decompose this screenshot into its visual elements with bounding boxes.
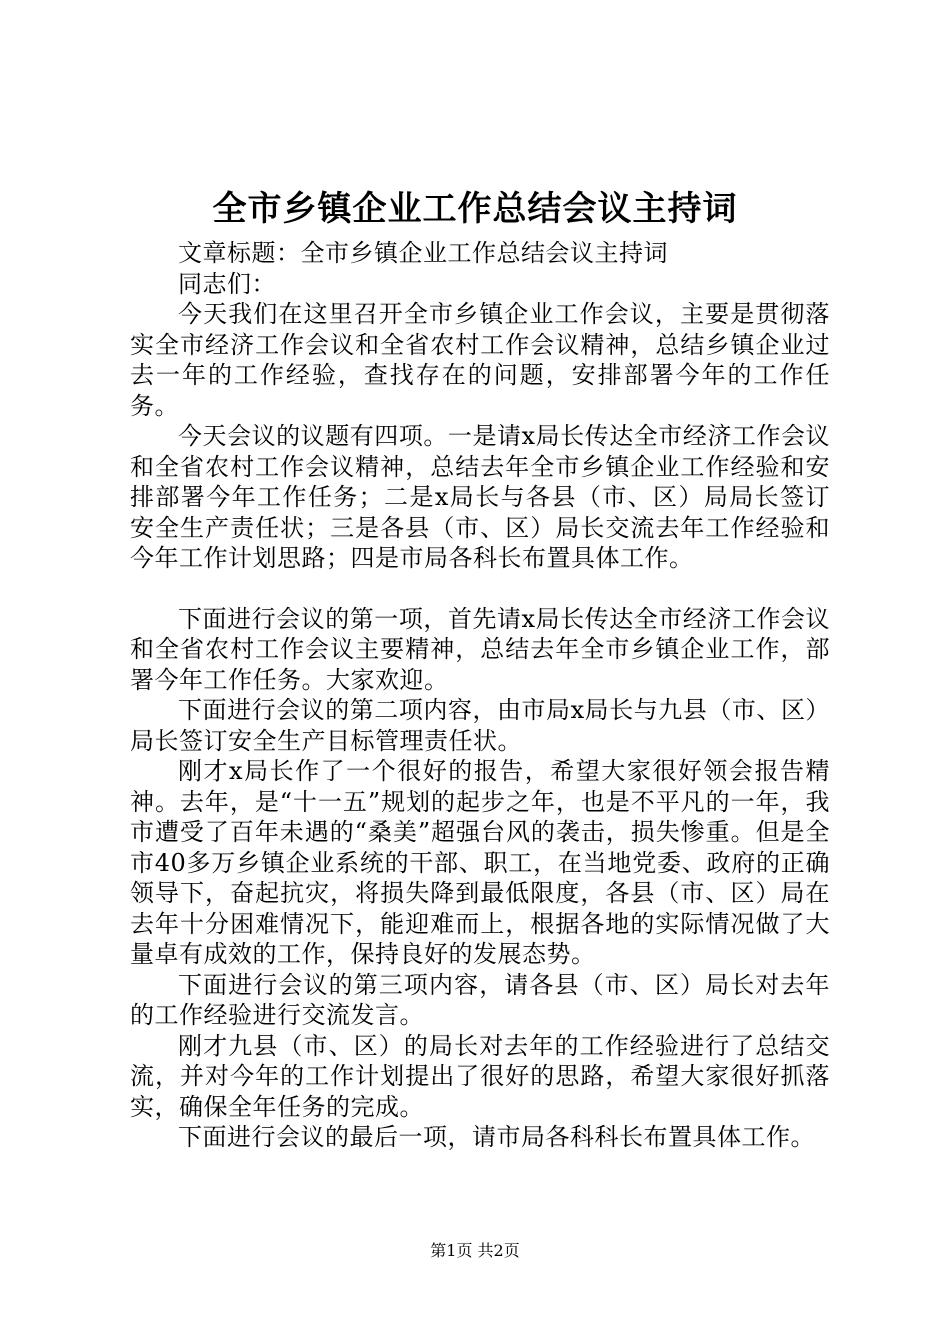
paragraph-item-one: 下面进行会议的第一项，首先请x局长传达全市经济工作会议和全省农村工作会议主要精神，总结去年全市乡镇企业工作，部署今年工作任务。大家欢迎。 <box>130 604 830 694</box>
paragraph-review: 刚才x局长作了一个很好的报告，希望大家很好领会报告精神。去年，是“十一五”规划的起步之年，也是不平凡的一年，我市遭受了百年未遇的“桑美”超强台风的袭击，损失惨重。但是全市40多万乡镇企业系统的干部、职工，在当地党委、政府的正确领导下，奋起抗灾，将损失降到最低限度，各县（市、区）局在去年十分困难情况下，能迎难而上，根据各地的实际情况做了大量卓有成效的工作，保持良好的发展态势。 <box>130 757 830 968</box>
paragraph-opening: 今天我们在这里召开全市乡镇企业工作会议，主要是贯彻落实全市经济工作会议和全省农村工作会议精神，总结乡镇企业过去一年的工作经验，查找存在的问题，安排部署今年的工作任务。 <box>130 300 830 420</box>
document-body <box>130 238 830 1153</box>
paragraph-article-title: 文章标题：全市乡镇企业工作总结会议主持词 <box>178 239 668 267</box>
paragraph-spacer <box>130 574 830 604</box>
paragraph-salutation: 同志们： <box>178 269 276 298</box>
paragraph-item-two: 下面进行会议的第二项内容，由市局x局长与九县（市、区）局长签订安全生产目标管理责任状。 <box>130 696 830 755</box>
document-title: 全市乡镇企业工作总结会议主持词 <box>212 189 738 229</box>
paragraph-agenda: 今天会议的议题有四项。一是请x局长传达全市经济工作会议和全省农村工作会议精神，总结去年全市乡镇企业工作经验和安排部署今年工作任务；二是x局长与各县（市、区）局局长签订安全生产责任状；三是各县（市、区）局长交流去年工作经验和今年工作计划思路；四是市局各科长布置具体工作。 <box>130 422 830 572</box>
paragraph-item-three: 下面进行会议的第三项内容，请各县（市、区）局长对去年的工作经验进行交流发言。 <box>130 970 830 1029</box>
paragraph-summary: 刚才九县（市、区）的局长对去年的工作经验进行了总结交流，并对今年的工作计划提出了很好的思路，希望大家很好抓落实，确保全年任务的完成。 <box>130 1031 830 1121</box>
page-footer: 第1页 共2页 <box>430 1241 520 1260</box>
paragraph-item-last: 下面进行会议的最后一项，请市局各科科长布置具体工作。 <box>178 1123 815 1151</box>
